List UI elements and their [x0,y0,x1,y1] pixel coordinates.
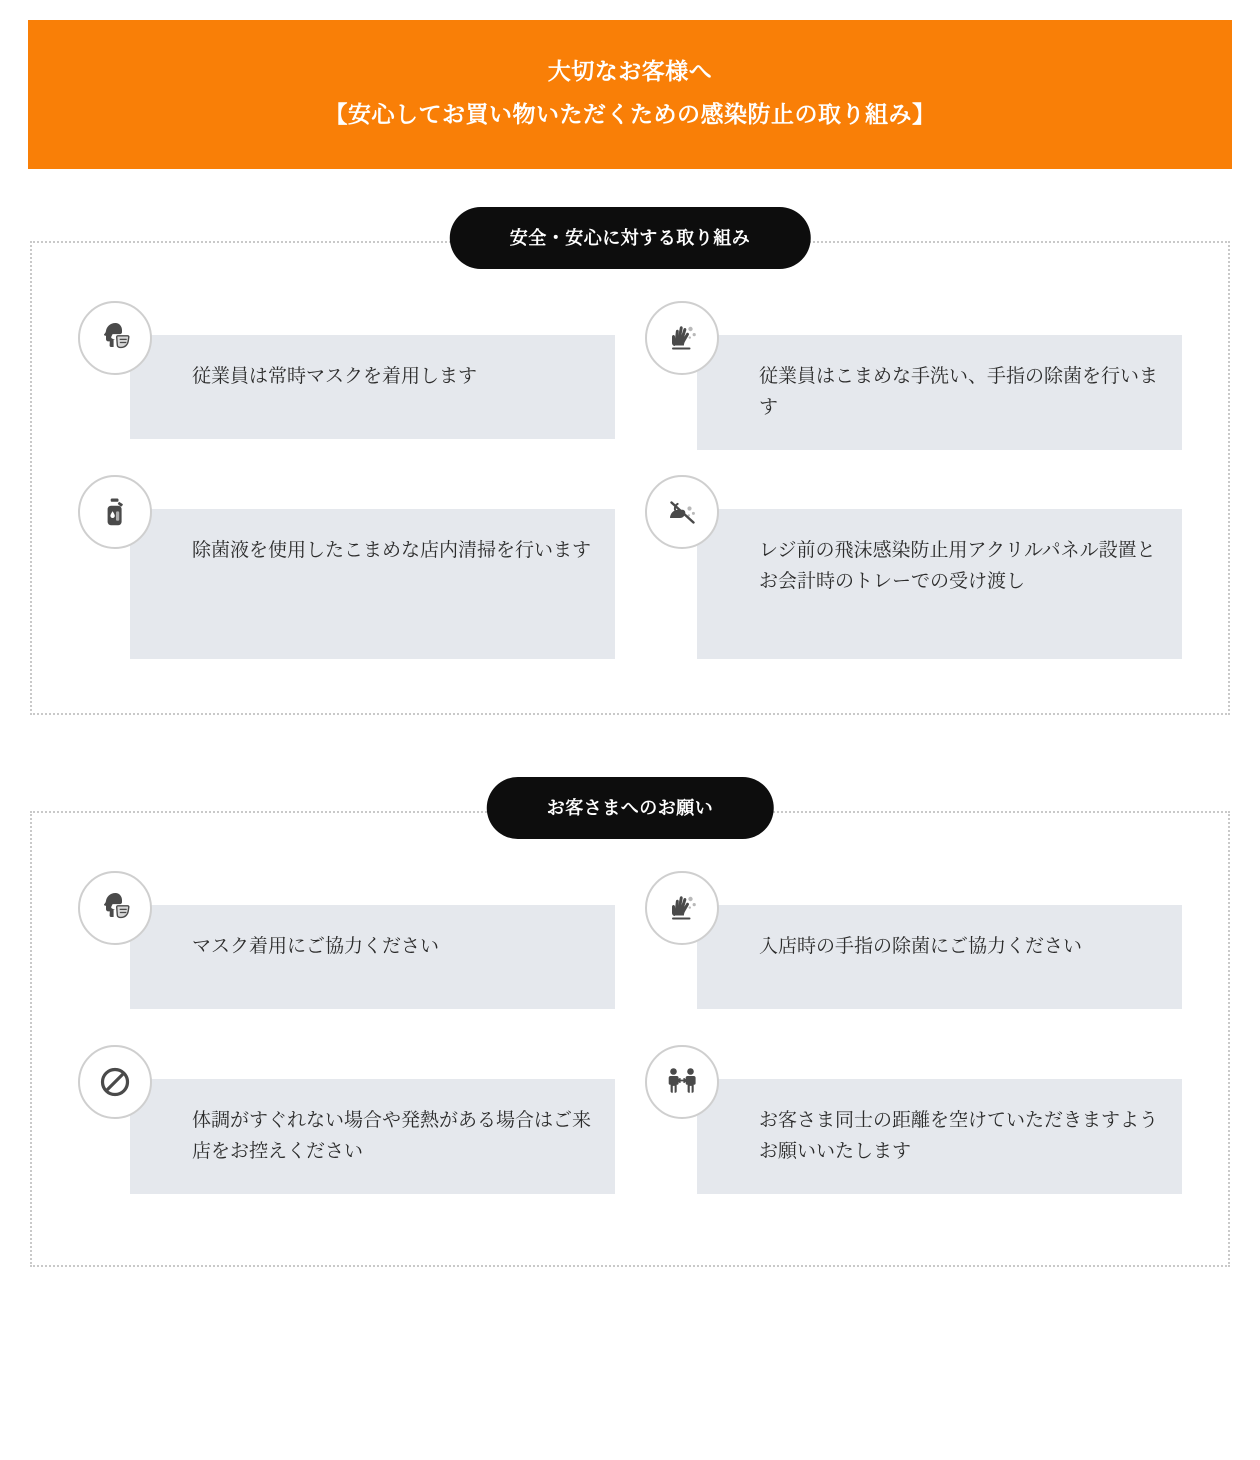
request-text-block [130,905,615,1009]
list-item [645,871,1182,1021]
social-distance-icon [645,1045,719,1119]
list-item [78,475,615,659]
section-title-customer-requests: お客さまへのお願い [487,777,774,839]
list-item-label: マスク着用にご協力ください [192,936,440,958]
list-item [78,1045,615,1195]
list-item-label: 従業員はこまめな手洗い、手指の除菌を行います [759,366,1159,419]
list-item-label: お客さま同士の距離を空けていただきますようお願いいたします [759,1110,1159,1163]
list-item [645,1045,1182,1195]
list-item [78,871,615,1021]
request-text-block [697,1079,1182,1194]
list-item [645,475,1182,659]
hand-wash-icon [645,301,719,375]
notice-banner [28,20,1232,169]
list-item-label: 従業員は常時マスクを着用します [192,366,478,388]
measure-text-block [697,509,1182,659]
list-item [78,301,615,451]
list-item-label: 入店時の手指の除菌にご協力ください [759,936,1083,958]
section-customer-requests [30,798,1230,1267]
list-item [645,301,1182,451]
list-item-label: 除菌液を使用したこまめな店内清掃を行います [192,540,592,562]
prohibited-icon [78,1045,152,1119]
request-text-block [130,1079,615,1194]
measure-text-block [130,335,615,439]
requests-grid [78,871,1182,1195]
measure-text-block [697,335,1182,450]
list-item-label: レジ前の飛沫感染防止用アクリルパネル設置とお会計時のトレーでの受け渡し [759,540,1156,593]
section-store-measures [30,228,1230,715]
request-text-block [697,905,1182,1009]
banner-title-line-2: 【安心してお買い物いただくための感染防止の取り組み】 [324,100,936,127]
banner-title-line-1: 大切なお客様へ [547,58,713,84]
no-droplets-icon [645,475,719,549]
measures-grid [78,301,1182,659]
mask-face-icon [78,301,152,375]
measure-text-block [130,509,615,659]
hand-wash-icon [645,871,719,945]
section-title-store-measures: 安全・安心に対する取り組み [450,207,811,269]
sanitizer-bottle-icon [78,475,152,549]
mask-face-icon [78,871,152,945]
list-item-label: 体調がすぐれない場合や発熱がある場合はご来店をお控えください [192,1110,592,1163]
